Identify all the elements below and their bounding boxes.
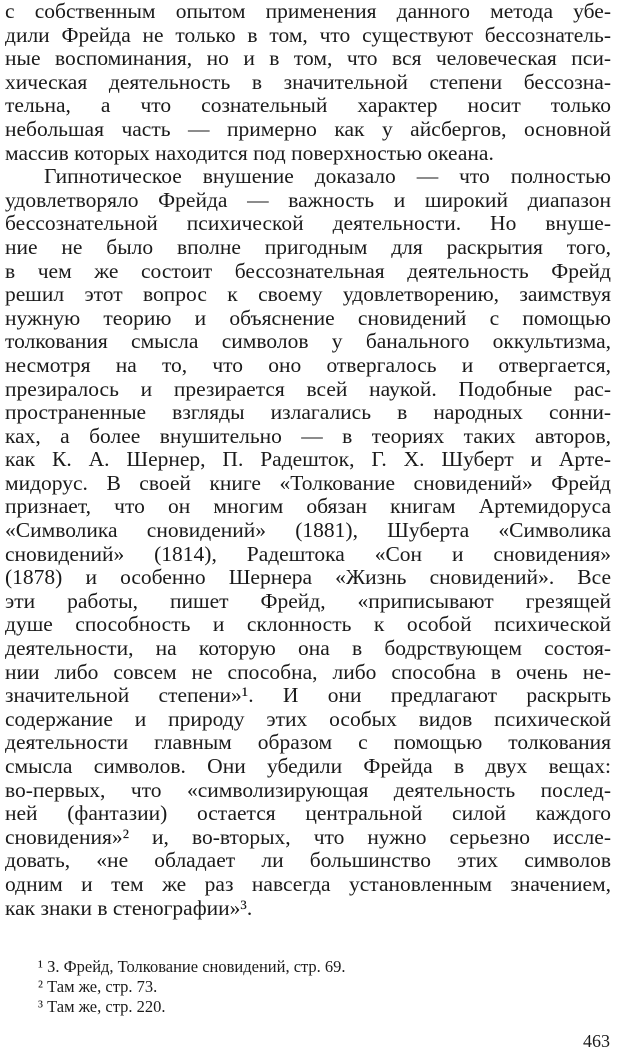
text-line: значительной степени»¹. И они предлагают раскрыть (5, 683, 611, 708)
page-number: 463 (583, 1031, 610, 1051)
text-line: хическая деятельность в значительной степени бессозна- (5, 69, 611, 94)
text-line: довать, «не обладает ли большинство этих символов (5, 848, 611, 873)
footnotes (38, 957, 598, 1017)
footnote-3: ³ Там же, стр. 220. (38, 997, 166, 1016)
text-line: ках, а более внушительно — в теориях таких авторов, (5, 423, 611, 448)
text-line: в чем же состоит бессознательная деятельность Фрейд (5, 258, 611, 283)
text-line: душе способность и склонность к особой психической (5, 612, 611, 637)
text-line: удовлетворяло Фрейда — важность и широкий диапазон (5, 187, 611, 212)
text-line: ные воспоминания, но и в том, что вся человеческая пси- (5, 46, 611, 71)
text-line: толкования смысла символов у банального оккультизма, (5, 329, 611, 354)
main-text (5, 0, 611, 920)
text-line: во-первых, что «символизирующая деятельность послед- (5, 777, 611, 802)
text-line: одним и тем же раз навсегда установленным значением, (5, 871, 611, 896)
text-line: решил этот вопрос к своему удовлетворению, заимствуя (5, 282, 611, 307)
text-line: содержание и природу этих особых видов психической (5, 706, 611, 731)
text-line: с собственным опытом применения данного метода убе- (5, 0, 611, 23)
text-line: (1878) и особенно Шернера «Жизнь сновидений». Все (5, 565, 611, 590)
text-line: бессознательной психической деятельности. Но внуше- (5, 211, 611, 236)
text-line: смысла символов. Они убедили Фрейда в двух вещах: (5, 754, 611, 778)
text-line: небольшая часть — примерно как у айсбергов, основной (5, 116, 611, 141)
text-line: пространенные взгляды излагались в народных сонни- (5, 400, 611, 425)
text-line: презиралось и презирается всей наукой. Подобные рас- (5, 376, 611, 401)
text-line: тельна, а что сознательный характер носит только (5, 93, 611, 118)
text-line: деятельности, на которую она в бодрствующем состоя- (5, 636, 611, 661)
text-line: Гипнотическое внушение доказало — что полностью (44, 164, 611, 189)
text-line: массив которых находится под поверхностью океана. (5, 140, 494, 165)
footnote-2: ² Там же, стр. 73. (38, 977, 158, 996)
text-line: сновидений» (1814), Радештока «Сон и сновидения» (5, 541, 611, 566)
text-line: нии либо совсем не способна, либо способна в очень не- (5, 659, 611, 684)
text-line: эти работы, пишет Фрейд, «приписывают грезящей (5, 588, 611, 613)
footnote-1: ¹ З. Фрейд, Толкование сновидений, стр. 69. (38, 957, 346, 976)
text-line: мидорус. В своей книге «Толкование сновидений» Фрейд (5, 470, 611, 495)
text-line: признает, что он многим обязан книгам Артемидоруса (5, 494, 611, 519)
text-line: сновидения»² и, во-вторых, что нужно серьезно иссле- (5, 824, 611, 849)
text-line: как К. А. Шернер, П. Радешток, Г. Х. Шуберт и Арте- (5, 447, 611, 472)
text-line: «Символика сновидений» (1881), Шуберта «Символика (5, 518, 611, 543)
text-line: нужную теорию и объяснение сновидений с помощью (5, 305, 611, 330)
text-line: ние не было вполне пригодным для раскрытия того, (5, 234, 611, 259)
text-line: деятельности главным образом с помощью толкования (5, 730, 611, 755)
text-line: несмотря на то, что оно отвергалось и отвергается, (5, 352, 611, 377)
text-line: как знаки в стенографии»³. (5, 895, 253, 920)
text-line: дили Фрейда не только в том, что существуют бессознатель- (5, 22, 611, 47)
text-line: ней (фантазии) остается центральной силой каждого (5, 801, 611, 826)
